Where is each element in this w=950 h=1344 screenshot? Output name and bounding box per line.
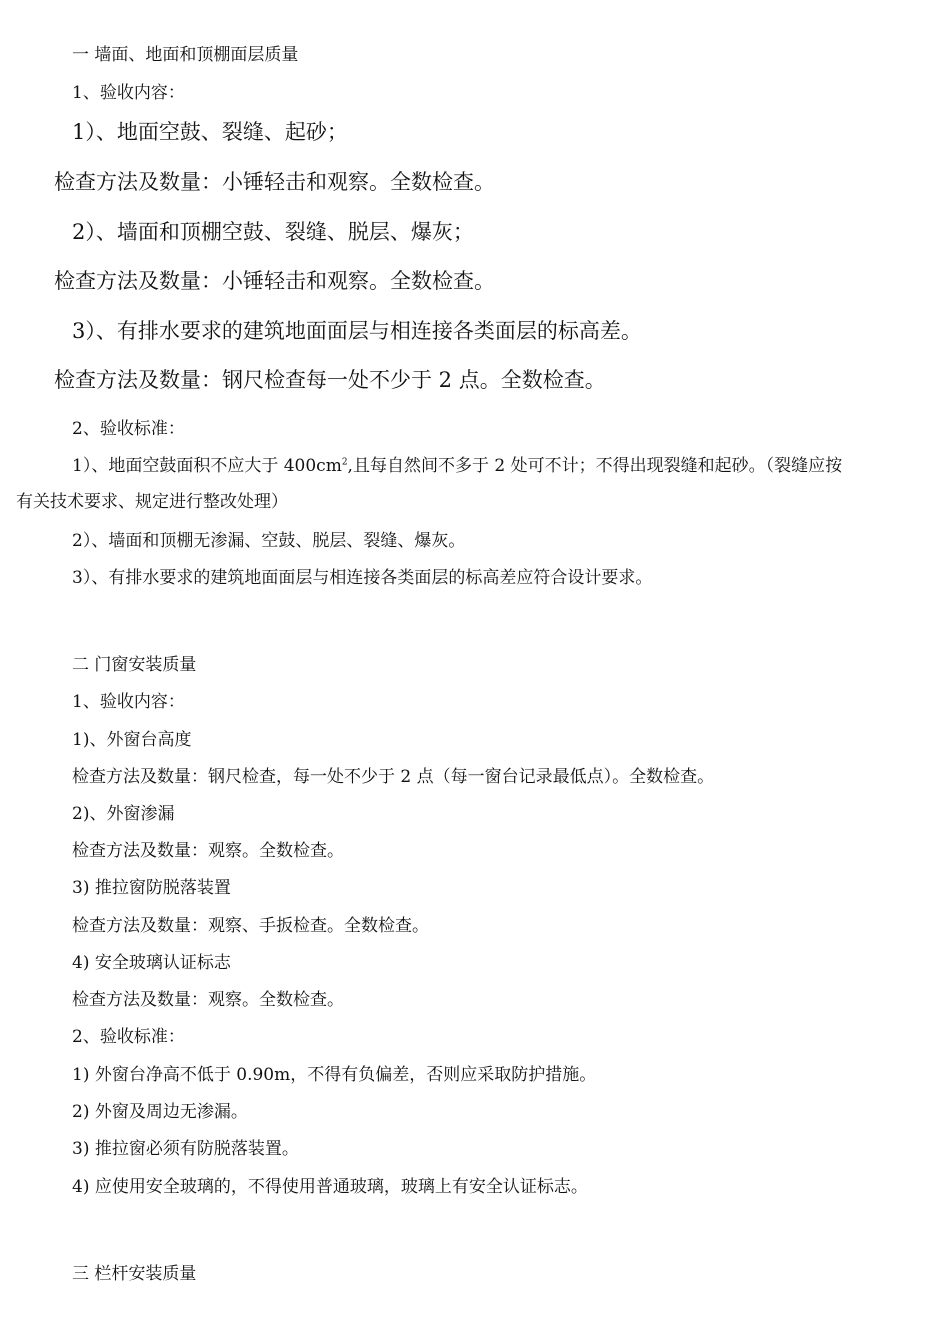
standard-text: ,且每自然间不多于 2 处可不计；不得出现裂缝和起砂。（裂缝应按	[347, 456, 843, 476]
inspection-item: 1）、地面空鼓、裂缝、起砂；	[72, 120, 348, 144]
inspection-method: 检查方法及数量：小锤轻击和观察。全数检查。	[54, 170, 495, 194]
standard-item: 3) 推拉窗必须有防脱落装置。	[72, 1139, 299, 1159]
content-heading: 1、验收内容：	[72, 83, 185, 103]
section-heading: 一 墙面、地面和顶棚面层质量	[72, 45, 299, 65]
standard-heading: 2、验收标准：	[72, 1027, 185, 1047]
standard-item: 3）、有排水要求的建筑地面面层与相连接各类面层的标高差应符合设计要求。	[72, 568, 653, 588]
inspection-item: 4) 安全玻璃认证标志	[72, 953, 231, 973]
standard-text: 1）、地面空鼓面积不应大于 400cm	[72, 456, 342, 476]
inspection-method: 检查方法及数量：钢尺检查，每一处不少于 2 点（每一窗台记录最低点）。全数检查。	[72, 767, 715, 787]
inspection-item: 1)、外窗台高度	[72, 730, 192, 750]
standard-item	[72, 458, 842, 475]
content-heading: 1、验收内容：	[72, 692, 185, 712]
standard-item: 2）、墙面和顶棚无渗漏、空鼓、脱层、裂缝、爆灰。	[72, 531, 466, 551]
standard-item: 1) 外窗台净高不低于 0.90m，不得有负偏差，否则应采取防护措施。	[72, 1065, 597, 1085]
section-heading: 三 栏杆安装质量	[72, 1264, 197, 1284]
inspection-method: 检查方法及数量：观察。全数检查。	[72, 841, 344, 861]
inspection-method: 检查方法及数量：观察、手扳检查。全数检查。	[72, 916, 429, 936]
standard-item: 2) 外窗及周边无渗漏。	[72, 1102, 248, 1122]
section-heading: 二 门窗安装质量	[72, 655, 197, 675]
standard-item: 4) 应使用安全玻璃的，不得使用普通玻璃，玻璃上有安全认证标志。	[72, 1177, 588, 1197]
inspection-method: 检查方法及数量：小锤轻击和观察。全数检查。	[54, 269, 495, 293]
standard-heading: 2、验收标准：	[72, 419, 185, 439]
inspection-item: 3) 推拉窗防脱落装置	[72, 878, 231, 898]
inspection-item: 3）、有排水要求的建筑地面面层与相连接各类面层的标高差。	[72, 319, 642, 343]
standard-continuation: 有关技术要求、规定进行整改处理）	[16, 492, 288, 512]
superscript: 2	[341, 457, 348, 468]
inspection-method: 检查方法及数量：观察。全数检查。	[72, 990, 344, 1010]
inspection-item: 2)、外窗渗漏	[72, 804, 175, 824]
inspection-item: 2）、墙面和顶棚空鼓、裂缝、脱层、爆灰；	[72, 220, 474, 244]
inspection-method: 检查方法及数量：钢尺检查每一处不少于 2 点。全数检查。	[54, 368, 606, 392]
